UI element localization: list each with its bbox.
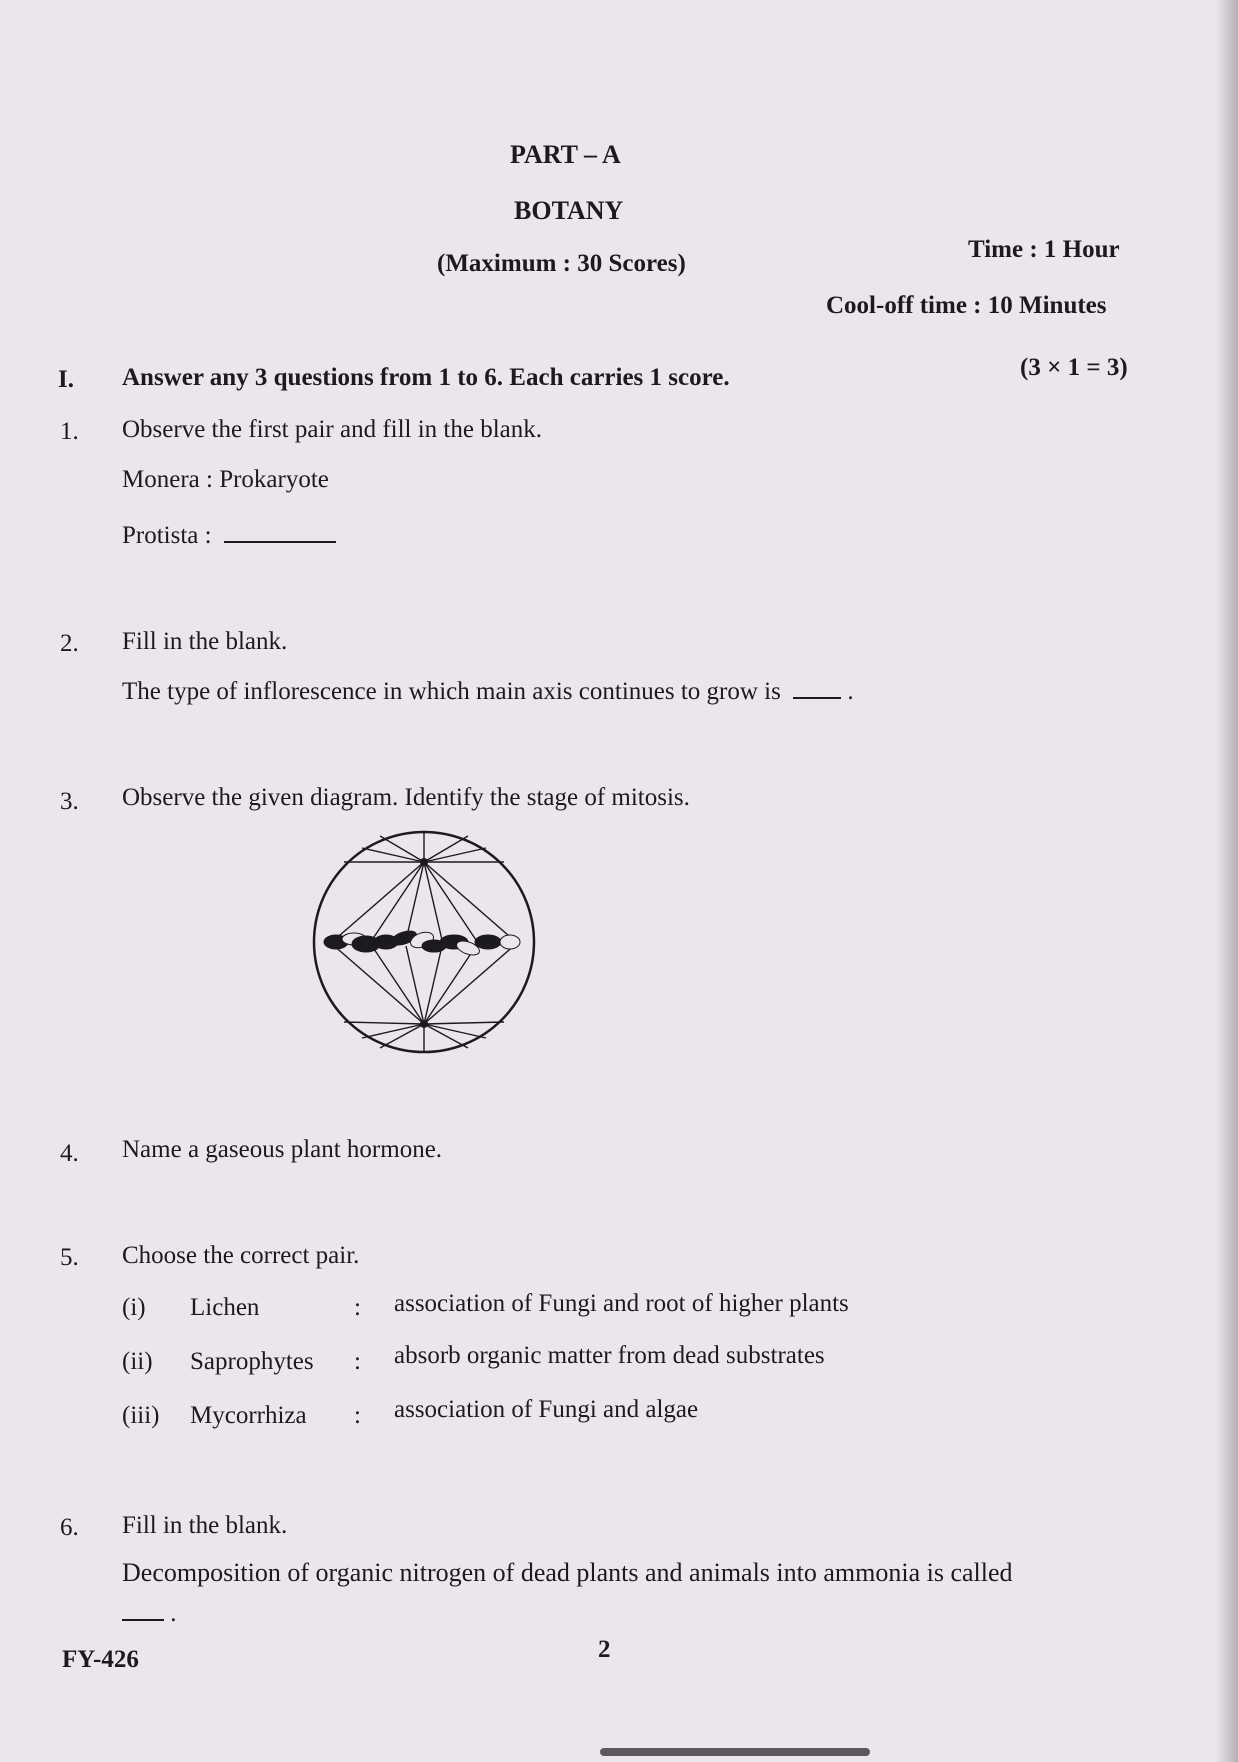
option-description: association of Fungi and algae [394,1396,699,1423]
question-5-text: Choose the correct pair. [122,1242,360,1269]
cool-off-label: Cool-off time : 10 Minutes [826,292,1107,319]
question-6-number: 6. [60,1514,79,1541]
question-5-number: 5. [60,1244,79,1271]
time-label: Time : 1 Hour [968,236,1120,263]
answer-blank [224,541,336,543]
metaphase-plate-chromosomes [324,928,520,957]
question-3-number: 3. [60,788,79,815]
question-2-number: 2. [60,630,79,657]
option-term: Mycorrhiza [190,1402,307,1429]
page-number: 2 [598,1636,611,1663]
section-number: I. [58,366,74,393]
question-6-text: Fill in the blank. [122,1512,288,1539]
paper-code: FY-426 [62,1646,139,1673]
question-3-text: Observe the given diagram. Identify the stage of mitosis. [122,784,690,811]
option-term: Saprophytes [190,1348,314,1375]
question-1-pair-1: Monera : Prokaryote [122,466,329,493]
question-6-blank [122,1600,177,1628]
scan-smudge [600,1748,870,1756]
question-4-number: 4. [60,1140,79,1167]
page-edge-shadow [1216,0,1238,1762]
option-roman: (ii) [122,1348,153,1375]
question-1-pair-2 [122,522,336,550]
option-description: absorb organic matter from dead substrates [394,1342,825,1369]
question-1-number: 1. [60,418,79,445]
question-4-text: Name a gaseous plant hormone. [122,1136,443,1163]
option-description: association of Fungi and root of higher plants [394,1290,849,1317]
option-separator: : [354,1348,361,1375]
question-2-statement-text: The type of inflorescence in which main axis continues to grow is [122,678,781,705]
question-1-text: Observe the first pair and fill in the blank. [122,416,543,443]
question-6-statement: Decomposition of organic nitrogen of dead plants and animals into ammonia is called [122,1558,1013,1587]
full-stop: . [847,678,854,705]
section-instruction: Answer any 3 questions from 1 to 6. Each carries 1 score. [122,364,730,391]
mitosis-metaphase-icon [310,828,538,1056]
section-marks: (3 × 1 = 3) [1020,354,1128,381]
max-scores: (Maximum : 30 Scores) [437,250,686,277]
option-separator: : [354,1294,361,1321]
option-term: Lichen [190,1294,260,1321]
answer-blank [793,697,841,699]
question-1-pair-2-label: Protista : [122,522,212,549]
question-2-statement [122,678,854,706]
part-heading: PART – A [510,140,621,169]
astral-rays-bottom [344,1022,504,1052]
full-stop: . [170,1600,177,1627]
option-separator: : [354,1402,361,1429]
answer-blank [122,1619,164,1621]
subject-heading: BOTANY [514,196,624,225]
question-2-text: Fill in the blank. [122,628,288,655]
option-roman: (i) [122,1294,146,1321]
option-roman: (iii) [122,1402,160,1429]
